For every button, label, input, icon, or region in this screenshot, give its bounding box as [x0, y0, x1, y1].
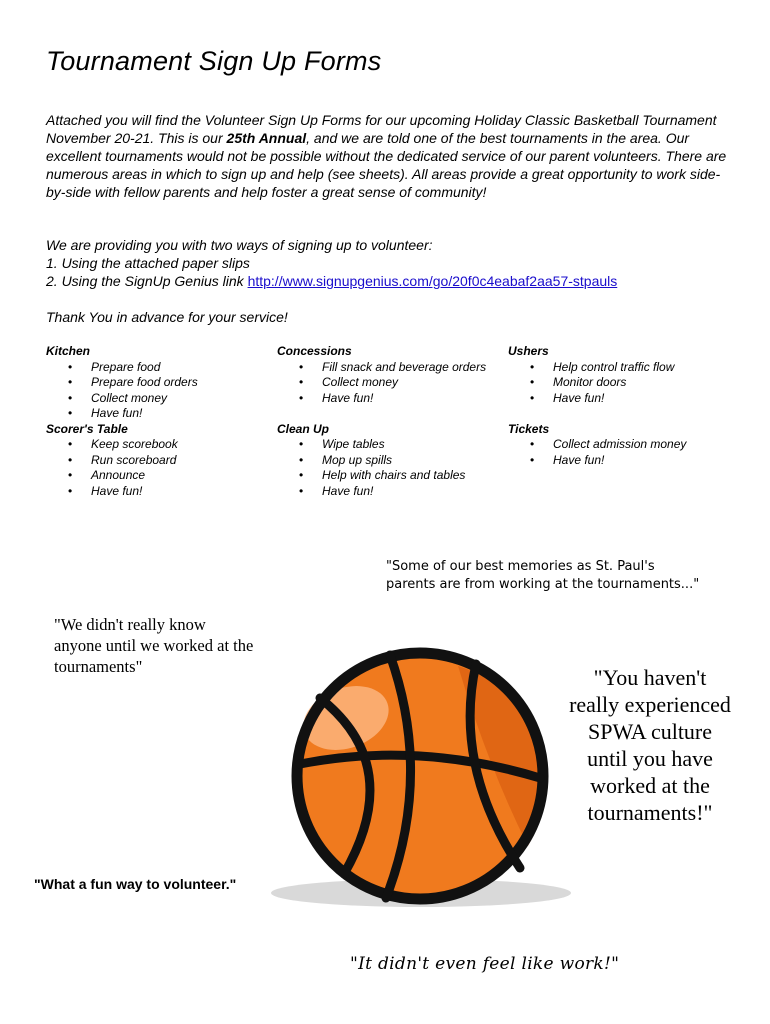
signup-method-online-label: 2. Using the SignUp Genius link — [46, 273, 248, 289]
quote-memories: "Some of our best memories as St. Paul's parents are from working at the tournaments..." — [386, 559, 700, 592]
intro-text-1: Attached you will find the Volunteer Sign Up Forms for our upcoming Holiday Classic Basketball Tournament November 20-21. This is our — [46, 112, 717, 146]
signup-method-paper: 1. Using the attached paper slips — [46, 255, 250, 271]
column-concessions-cleanup — [277, 344, 507, 499]
kitchen-list — [46, 360, 266, 422]
list-item: • Mop up spills — [277, 453, 507, 469]
list-item: • Have fun! — [508, 391, 738, 407]
quote-not-work: "It didn't even feel like work!" — [350, 954, 620, 974]
ushers-list — [508, 360, 738, 407]
signupgenius-link[interactable]: http://www.signupgenius.com/go/20f0c4eabaf2aa57-stpauls — [247, 273, 618, 289]
list-item: • Fill snack and beverage orders — [277, 360, 507, 376]
list-item: • Have fun! — [277, 391, 507, 407]
tickets-list — [508, 437, 738, 468]
signup-method-online — [46, 272, 736, 290]
concessions-list — [277, 360, 507, 407]
list-item: • Have fun! — [277, 484, 507, 500]
list-item: • Have fun! — [508, 453, 738, 469]
basketball-illustration — [258, 646, 576, 914]
scorers-heading: Scorer's Table — [46, 421, 128, 436]
list-item: • Have fun! — [46, 406, 266, 422]
kitchen-heading: Kitchen — [46, 344, 91, 358]
list-item: • Collect admission money — [508, 437, 738, 453]
column-ushers-tickets — [508, 344, 738, 468]
page-title: Tournament Sign Up Forms — [46, 46, 382, 76]
list-item: • Collect money — [46, 391, 266, 407]
list-item: • Prepare food orders — [46, 375, 266, 391]
signup-methods — [46, 236, 736, 290]
quote-didnt-know: "We didn't really know anyone until we worked at the tournaments" — [54, 615, 254, 676]
intro-text-2: , and we are told one of the best tournaments in the area. Our excellent tournaments would not be possible without the dedicated service of our parent volunteers. There are numerous areas in which to sign up and help (see sheets). All areas provide a great opportunity to work side-by-side with fellow parents and help foster a great sense of community! — [46, 130, 727, 200]
list-item: • Run scoreboard — [46, 453, 266, 469]
tickets-heading: Tickets — [508, 421, 550, 436]
list-item: • Help control traffic flow — [508, 360, 738, 376]
thanks-line: Thank You in advance for your service! — [46, 309, 288, 325]
list-item: • Collect money — [277, 375, 507, 391]
list-item: • Prepare food — [46, 360, 266, 376]
list-item: • Help with chairs and tables — [277, 468, 507, 484]
column-kitchen-scorers — [46, 344, 266, 499]
basketball-icon — [294, 653, 545, 899]
signup-methods-intro: We are providing you with two ways of signing up to volunteer: — [46, 237, 433, 253]
list-item: • Monitor doors — [508, 375, 738, 391]
cleanup-list — [277, 437, 507, 499]
list-item: • Keep scorebook — [46, 437, 266, 453]
intro-paragraph — [46, 111, 736, 201]
anniversary-highlight: 25th Annual — [226, 130, 307, 146]
quote-culture: "You haven't really experienced SPWA culture until you have worked at the tournaments!" — [569, 665, 731, 825]
list-item: • Wipe tables — [277, 437, 507, 453]
cleanup-heading: Clean Up — [277, 421, 330, 436]
list-item: • Announce — [46, 468, 266, 484]
ushers-heading: Ushers — [508, 344, 549, 358]
scorers-list — [46, 437, 266, 499]
concessions-heading: Concessions — [277, 344, 352, 358]
list-item: • Have fun! — [46, 484, 266, 500]
quote-fun-way: "What a fun way to volunteer." — [34, 876, 237, 892]
